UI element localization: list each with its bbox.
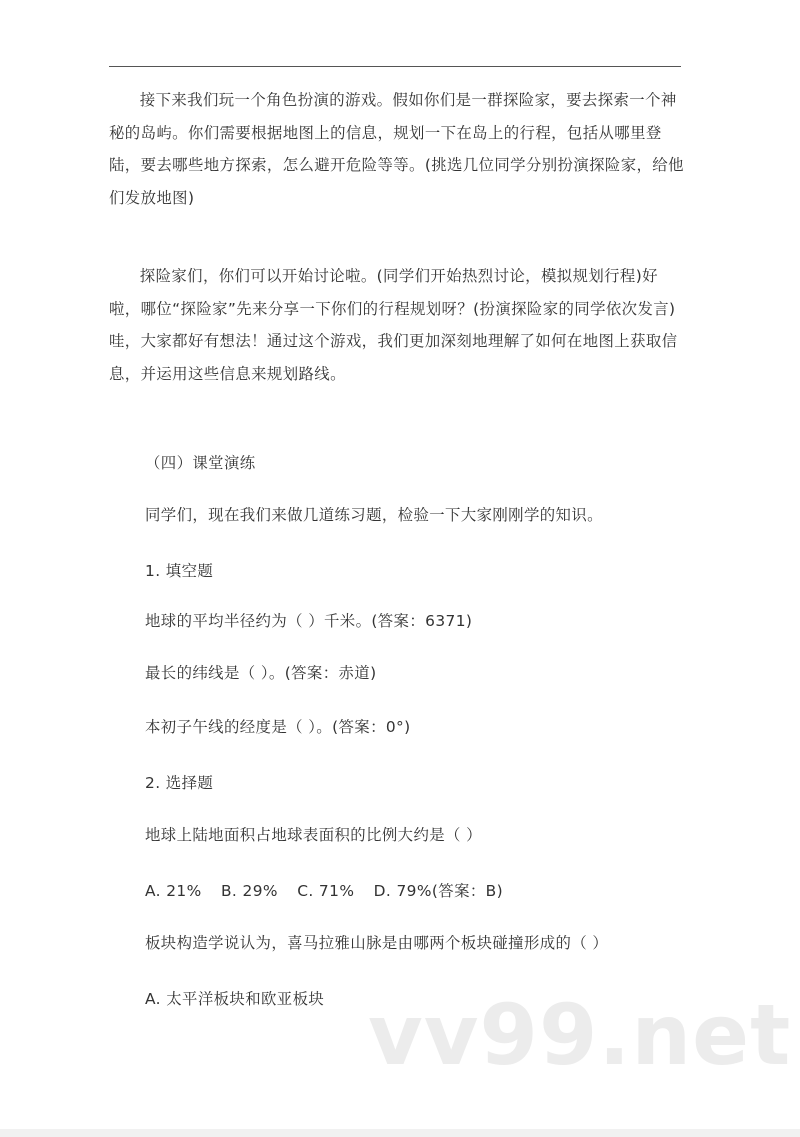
choice-question-1: 地球上陆地面积占地球表面积的比例大约是（ ） — [145, 826, 482, 844]
fill-blank-heading: 1. 填空题 — [145, 562, 214, 580]
option-c: C. 71% — [297, 882, 355, 900]
choice-question-2: 板块构造学说认为，喜马拉雅山脉是由哪两个板块碰撞形成的（ ） — [145, 934, 609, 952]
option-b: B. 29% — [220, 882, 278, 900]
watermark: vv99.net — [368, 986, 792, 1084]
paragraph-role-play: 接下来我们玩一个角色扮演的游戏。假如你们是一群探险家，要去探索一个神秘的岛屿。你们需要根据地图上的信息，规划一下在岛上的行程，包括从哪里登陆，要去哪些地方探索，怎么避开危险等等。(挑选几位同学分别扮演探险家，给他们发放地图) — [109, 91, 684, 207]
fill-blank-item: 地球的平均半径约为（ ）千米。(答案：6371) — [145, 612, 473, 630]
choice-question-2-option-a: A. 太平洋板块和欧亚板块 — [145, 990, 325, 1008]
choice-heading: 2. 选择题 — [145, 774, 214, 792]
fill-blank-item: 最长的纬线是（ ）。(答案：赤道) — [145, 664, 377, 682]
option-a: A. 21% — [145, 882, 202, 900]
section-heading: （四）课堂演练 — [145, 454, 256, 472]
exercise-intro: 同学们，现在我们来做几道练习题，检验一下大家刚刚学的知识。 — [145, 506, 603, 524]
option-d: D. 79%(答案：B) — [373, 882, 504, 900]
page-bottom-edge — [0, 1129, 800, 1137]
fill-blank-item: 本初子午线的经度是（ ）。(答案：0°) — [145, 718, 411, 736]
paragraph-explorers-discussion: 探险家们，你们可以开始讨论啦。(同学们开始热烈讨论，模拟规划行程)好啦，哪位“探险家”先来分享一下你们的行程规划呀？(扮演探险家的同学依次发言)哇，大家都好有想法！通过这个游戏，我们更加深刻地理解了如何在地图上获取信息，并运用这些信息来规划路线。 — [109, 267, 678, 383]
header-rule — [109, 66, 681, 67]
choice-question-1-options — [145, 880, 517, 902]
